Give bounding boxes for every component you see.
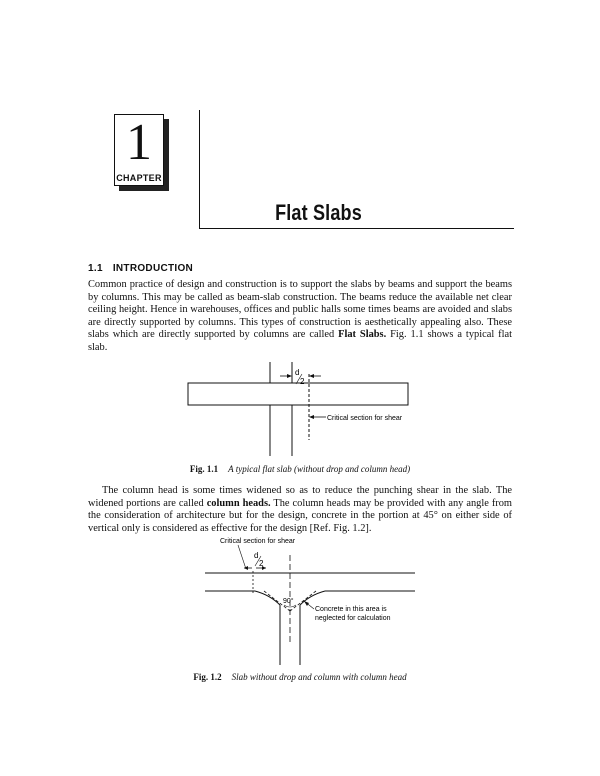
dim-label-den: 2 bbox=[259, 559, 264, 568]
term-column-heads: column heads. bbox=[206, 497, 271, 509]
figure-1-1-caption bbox=[0, 464, 600, 474]
header-vertical-rule bbox=[199, 110, 200, 228]
section-number: 1.1 bbox=[88, 263, 103, 274]
paragraph-text: The column heads may be provided with any angle from the consideration of architecture but for the design, concrete in the portion at 45° on either side of vertical only is considered as effective for the design [Ref. Fig. 1.2]. bbox=[88, 497, 513, 534]
annotation-leader-top bbox=[238, 545, 246, 569]
figure-1-2-caption bbox=[0, 672, 600, 682]
annotation-neglected-line2: neglected for calculation bbox=[315, 615, 391, 622]
paragraph-text: Fig. 1.1 shows a typical flat slab. bbox=[88, 329, 512, 353]
caption-label: Fig. 1.2 bbox=[193, 672, 222, 682]
dim-arrowhead-left bbox=[244, 566, 248, 570]
section-title: INTRODUCTION bbox=[112, 263, 194, 274]
caption-text: Slab without drop and column with column head bbox=[231, 672, 407, 682]
annotation-critical-section-top: Critical section for shear bbox=[220, 538, 296, 545]
annotation-arrowhead bbox=[309, 415, 314, 419]
dim-arrowhead-right bbox=[309, 374, 314, 378]
slab bbox=[188, 383, 408, 405]
figure-1-1-diagram bbox=[180, 360, 440, 460]
chapter-number: 1 bbox=[126, 114, 152, 171]
annotation-critical-section: Critical section for shear bbox=[327, 415, 403, 422]
caption-text: A typical flat slab (without drop and column head) bbox=[228, 464, 411, 474]
caption-label: Fig. 1.1 bbox=[189, 464, 219, 474]
header-horizontal-rule bbox=[199, 228, 514, 229]
paragraph-text: Common practice of design and construction is to support the slabs by beams and support the beams by columns. This may be called as beam-slab construction. The beams reduce the available net clear ceiling height. Hence in warehouses, offices and public halls some times beams are avoided and slabs are directly supported by columns. This types of construction is aesthetically appealing also. These slabs which are directly supported by columns are called bbox=[88, 279, 512, 341]
dim-arrowhead-left bbox=[287, 374, 292, 378]
dim-label-den: 2 bbox=[300, 377, 305, 386]
effective-line-right bbox=[290, 591, 316, 611]
annotation-neglected-line1: Concrete in this area is bbox=[315, 606, 387, 613]
chapter-box bbox=[114, 114, 164, 186]
figure-1-2-diagram bbox=[200, 533, 420, 668]
term-flat-slabs: Flat Slabs. bbox=[338, 329, 387, 341]
annotation-arrowhead-right bbox=[304, 601, 309, 606]
dim-label-num: d bbox=[295, 368, 300, 377]
chapter-label: CHAPTER bbox=[116, 173, 162, 183]
chapter-title: Flat Slabs bbox=[275, 200, 362, 225]
dim-label-num: d bbox=[254, 551, 259, 560]
paragraph-intro bbox=[88, 279, 512, 355]
section-heading bbox=[88, 263, 193, 274]
paragraph-text: The column head is some times widened so as to reduce the punching shear in the slab. The widened portions are called bbox=[88, 485, 512, 509]
angle-label: 90° bbox=[283, 598, 294, 605]
paragraph-column-head bbox=[88, 485, 512, 535]
